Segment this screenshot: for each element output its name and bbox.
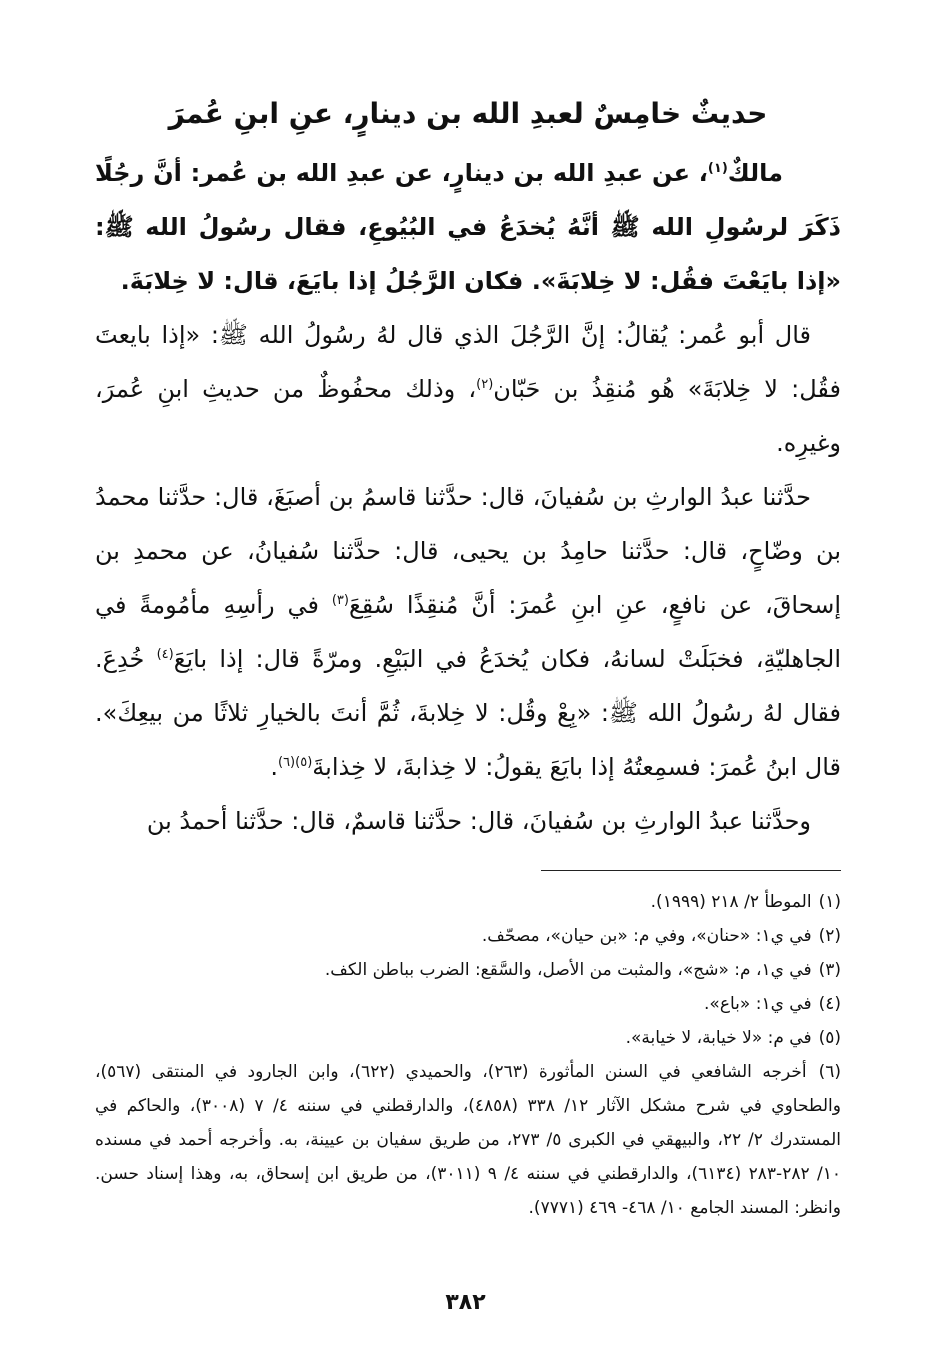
footnote-text: أخرجه الشافعي في السنن المأثورة (٢٦٣)، والحميدي (٦٢٢)، وابن الجارود في المنتقى (٥٦٧)، والطحاوي في شرح مشكل الآثار ١٢/ ٣٣٨ (٤٨٥٨)، والدارقطني في سننه ٤/ ٧ (٣٠٠٨)، والحاكم في المستدرك ٢/ ٢٢، والبيهقي في الكبرى ٥/ ٢٧٣، من طريق سفيان بن عيينة، به. وأخرجه أحمد في مسنده ١٠/ ٢٨٢-٢٨٣ (٦١٣٤)، والدارقطني في سننه ٤/ ٩ (٣٠١١)، من طريق ابن إسحاق، به، وهذا إسناد حسن. وانظر: المسند الجامع ١٠/ ٤٦٨- ٤٦٩ (٧٧٧١). bbox=[95, 1062, 841, 1218]
footnote-item bbox=[95, 1021, 841, 1055]
commentary-paragraph bbox=[95, 308, 841, 470]
page-number: ٣٨٢ bbox=[445, 1290, 486, 1315]
text-segment: وحدَّثنا عبدُ الوارثِ بن سُفيانَ، قال: حدَّثنا قاسمٌ، قال: حدَّثنا أحمدُ بن bbox=[146, 807, 811, 835]
footnote-item bbox=[95, 953, 841, 987]
footnote-marker[interactable]: (٤) bbox=[156, 647, 174, 662]
footnote-item bbox=[95, 987, 841, 1021]
text-segment: قال أبو عُمر: يُقالُ: إنَّ الرَّجُلَ الذي قال لهُ رسُولُ الله ﷺ: «إذا بايعتَ فقُل: لا خِلابَةَ» هُو مُنقِذُ بن حَبّان bbox=[95, 321, 841, 403]
footnote-marker[interactable]: (١) bbox=[707, 161, 728, 176]
text-segment: خُدِعَ. فقال لهُ رسُولُ الله ﷺ: «بِعْ وقُل: لا خِلابةَ، ثُمَّ أنتَ بالخيارِ ثلاثًا من بيعِكَ». قال ابنُ عُمرَ: فسمِعتُهُ إذا بايَعَ يقولُ: لا خِذابةَ، لا خِذابةَ bbox=[95, 645, 841, 781]
page-body bbox=[95, 90, 841, 1225]
hadith-title: حديثٌ خامِسٌ لعبدِ الله بن دينارٍ، عنِ ابنِ عُمرَ bbox=[168, 97, 768, 130]
footnote-item bbox=[95, 919, 841, 953]
text-segment: مالكٌ bbox=[727, 159, 783, 187]
text-segment: ، عن عبدِ الله بن دينارٍ، عن عبدِ الله بن عُمر: أنَّ رجُلًا ذَكَرَ لرسُولِ الله ﷺ أنَّهُ يُخدَعُ في البُيُوعِ، فقال رسُولُ الله ﷺ: «إذا بايَعْتَ فقُل: لا خِلابَةَ». فكان الرَّجُلُ إذا بايَعَ، قال: لا خِلابَةَ. bbox=[95, 159, 841, 295]
footnote-number: (١) bbox=[818, 892, 841, 912]
footnote-number: (٢) bbox=[818, 926, 841, 946]
footnote-text: الموطأ ٢/ ٢١٨ (١٩٩٩). bbox=[650, 892, 812, 912]
footnote-number: (٣) bbox=[818, 960, 841, 980]
hadith-text-paragraph bbox=[95, 146, 841, 308]
footnote-text: في ي١: «باع». bbox=[704, 994, 812, 1014]
footnote-item bbox=[95, 885, 841, 919]
text-segment: ، وذلك محفُوظٌ من حديثِ ابنِ عُمرَ، وغيرِه. bbox=[95, 375, 841, 457]
footnote-text: في م: «لا خيابة، لا خيابة». bbox=[625, 1028, 812, 1048]
footnote-separator bbox=[541, 870, 841, 871]
isnad-paragraph bbox=[95, 470, 841, 794]
isnad-paragraph-continued bbox=[95, 794, 841, 848]
footnote-number: (٥) bbox=[818, 1028, 841, 1048]
text-segment: . bbox=[270, 753, 278, 781]
footnote-number: (٦) bbox=[818, 1062, 842, 1082]
text-segment: في رأسِهِ مأمُومةً في الجاهليّةِ، فخبَلَتْ لسانهُ، فكان يُخدَعُ في البَيْعِ. ومرّةً قال: إذا بايَعَ bbox=[95, 591, 842, 673]
footnote-item bbox=[95, 1055, 841, 1225]
footnote-text: في ي١: «حنان»، وفي م: «بن حيان»، مصحّف. bbox=[481, 926, 812, 946]
footnote-text: في ي١، م: «شج»، والمثبت من الأصل، والسَّقع: الضرب بباطن الكف. bbox=[324, 960, 812, 980]
footnotes bbox=[95, 885, 841, 1225]
footnote-marker[interactable]: (٥)(٦) bbox=[277, 755, 313, 770]
footnote-marker[interactable]: (٣) bbox=[331, 593, 349, 608]
footnote-marker[interactable]: (٢) bbox=[476, 377, 494, 392]
text-segment: حدَّثنا عبدُ الوارثِ بن سُفيانَ، قال: حدَّثنا قاسمُ بن أصبَغَ، قال: حدَّثنا محمدُ بن وضّاحٍ، قال: حدَّثنا حامِدُ بن يحيى، قال: حدَّثنا سُفيانُ، عن محمدِ بن إسحاقَ، عن نافعٍ، عنِ ابنِ عُمرَ: أنَّ مُنقِذًا سُقِعَ bbox=[95, 483, 841, 619]
footnote-number: (٤) bbox=[818, 994, 841, 1014]
